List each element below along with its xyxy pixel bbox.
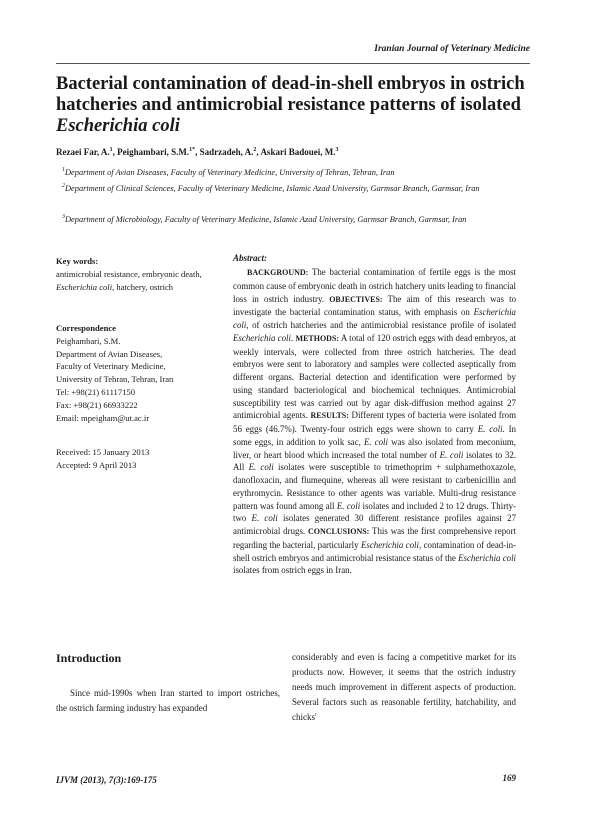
correspondence-email[interactable]: Email: mpeigham@ut.ac.ir <box>56 412 150 423</box>
keywords-block <box>56 255 216 293</box>
results-label: RESULTS: <box>310 411 349 421</box>
correspondence-label: Correspondence <box>56 323 116 333</box>
page-number: 169 <box>502 773 516 783</box>
title-species: Escherichia coli <box>56 116 180 136</box>
introduction-heading: Introduction <box>56 651 122 665</box>
article-title <box>56 74 536 137</box>
author-separator: , <box>195 147 200 157</box>
author-affiliation-mark: 1* <box>189 147 196 153</box>
correspondence-fax: Fax: +98(21) 66933222 <box>56 399 138 410</box>
affiliation-text: Department of Avian Diseases, Faculty of Veterinary Medicine, University of Tehran, Tehran, Iran <box>65 168 395 177</box>
objectives-label: OBJECTIVES: <box>329 294 383 304</box>
affiliation-text: Department of Microbiology, Faculty of Veterinary Medicine, Islamic Azad University, Garmsar Branch, Garmsar, Iran <box>65 215 467 224</box>
author-affiliation-mark: 3 <box>335 147 339 153</box>
affiliation-number: 2 <box>62 183 65 190</box>
author-name: Peighambari, S.M. <box>117 147 190 157</box>
background-label: BACKGROUND: <box>247 268 309 277</box>
affiliation-3 <box>62 214 532 227</box>
footer-citation: IJVM (2013), 7(3):169-175 <box>56 775 157 785</box>
correspondence-line: Peighambari, S.M. <box>56 335 121 346</box>
affiliation-2 <box>62 183 532 196</box>
title-main: Bacterial contamination of dead-in-shell embryos in ostrich hatcheries and antimicrobial resistance patterns of isolated <box>56 74 525 115</box>
correspondence-phone: Tel: +98(21) 61117150 <box>56 386 136 397</box>
author-list <box>56 147 536 157</box>
author-separator: , <box>112 147 118 157</box>
affiliation-1 <box>62 167 532 180</box>
abstract-label: Abstract: <box>233 253 268 263</box>
correspondence-line: Department of Avian Diseases, <box>56 348 163 359</box>
journal-name: Iranian Journal of Veterinary Medicine <box>374 44 530 54</box>
correspondence-block <box>56 322 216 424</box>
keywords-label: Key words: <box>56 256 99 266</box>
author-affiliation-mark: 1 <box>109 147 113 153</box>
conclusions-label: CONCLUSIONS: <box>308 527 370 536</box>
header-rule <box>56 63 530 64</box>
methods-label: METHODS: <box>295 333 340 343</box>
intro-column-right: considerably and even is facing a competitive market for its products now. However, it seems that the ostrich industry needs much improvement in different aspects of production. Several factors such as reasonable fertility, hatchability, and chicks' <box>292 652 516 722</box>
author-name: Sadrzadeh, A. <box>199 147 254 157</box>
correspondence-line: Faculty of Veterinary Medicine, <box>56 361 166 372</box>
keywords-text: antimicrobial resistance, embryonic death, Escherichia coli, hatchery, ostrich <box>56 268 202 292</box>
abstract-text: BACKGROUND: The bacterial contamination of fertile eggs is the most common cause of embryonic death in ostrich hatchery units leading to financial loss in ostrich industry. OBJECTIVES: The aim of this research was to investigate the bacterial contamination status, with emphasis on Escherichia coli, of ostrich hatcheries and the antimicrobial resistance profile of isolated Escherichia coli. METHODS: A total of 120 ostrich eggs with dead embryos, at weekly intervals, were collected from three ostrich hatcheries. The dead embryos were sent to laboratory and samples were collected aseptically from different organs. Bacterial detection and identification were performed by using standard bacteriological and biochemical techniques. Antimicrobial susceptibility test was carried out by agar disk-diffusion method against 27 antimicrobial agents. RESULTS: Different types of bacteria were isolated from 56 eggs (46.7%). Twenty-four ostrich eggs were shown to carry E. coli. In some eggs, in addition to yolk sac, E. coli was also isolated from meconium, liver, or heart blood which increased the total number of E. coli isolates to 32. All E. coli isolates were susceptible to trimethoprim + sulphamethoxazole, danofloxacin, and flumequine, whereas all were resistant to carbenicillin and erythromycin. Resistance to other agents was variable. Multi-drug resistance pattern was found among all E. coli isolates and included 2 to 12 drugs. Thirty-two E. coli isolates generated 30 different resistance profiles against 27 antimicrobial drugs. CONCLUSIONS: This was the first comprehensive report regarding the bacterial, particularly Escherichia coli, contamination of dead-in-shell ostrich embryos and antimicrobial resistance status of the Escherichia coli isolates from ostrich eggs in Iran. <box>233 267 517 576</box>
accepted-date: Accepted: 9 April 2013 <box>56 459 137 470</box>
received-date: Received: 15 January 2013 <box>56 447 150 457</box>
author-name: Rezaei Far, A. <box>56 147 110 157</box>
affiliation-number: 1 <box>62 167 65 174</box>
intro-column-left: Since mid-1990s when Iran started to import ostriches, the ostrich farming industry has expanded <box>56 688 280 713</box>
correspondence-line: University of Tehran, Tehran, Iran <box>56 374 174 385</box>
author-name: Askari Badouei, M. <box>260 147 336 157</box>
affiliation-text: Department of Clinical Sciences, Faculty of Veterinary Medicine, Islamic Azad University, Garmsar Branch, Garmsar, Iran <box>65 184 480 193</box>
affiliation-number: 3 <box>62 214 65 221</box>
dates-block <box>56 446 216 472</box>
author-separator: , <box>256 147 261 157</box>
author-affiliation-mark: 2 <box>253 147 257 153</box>
